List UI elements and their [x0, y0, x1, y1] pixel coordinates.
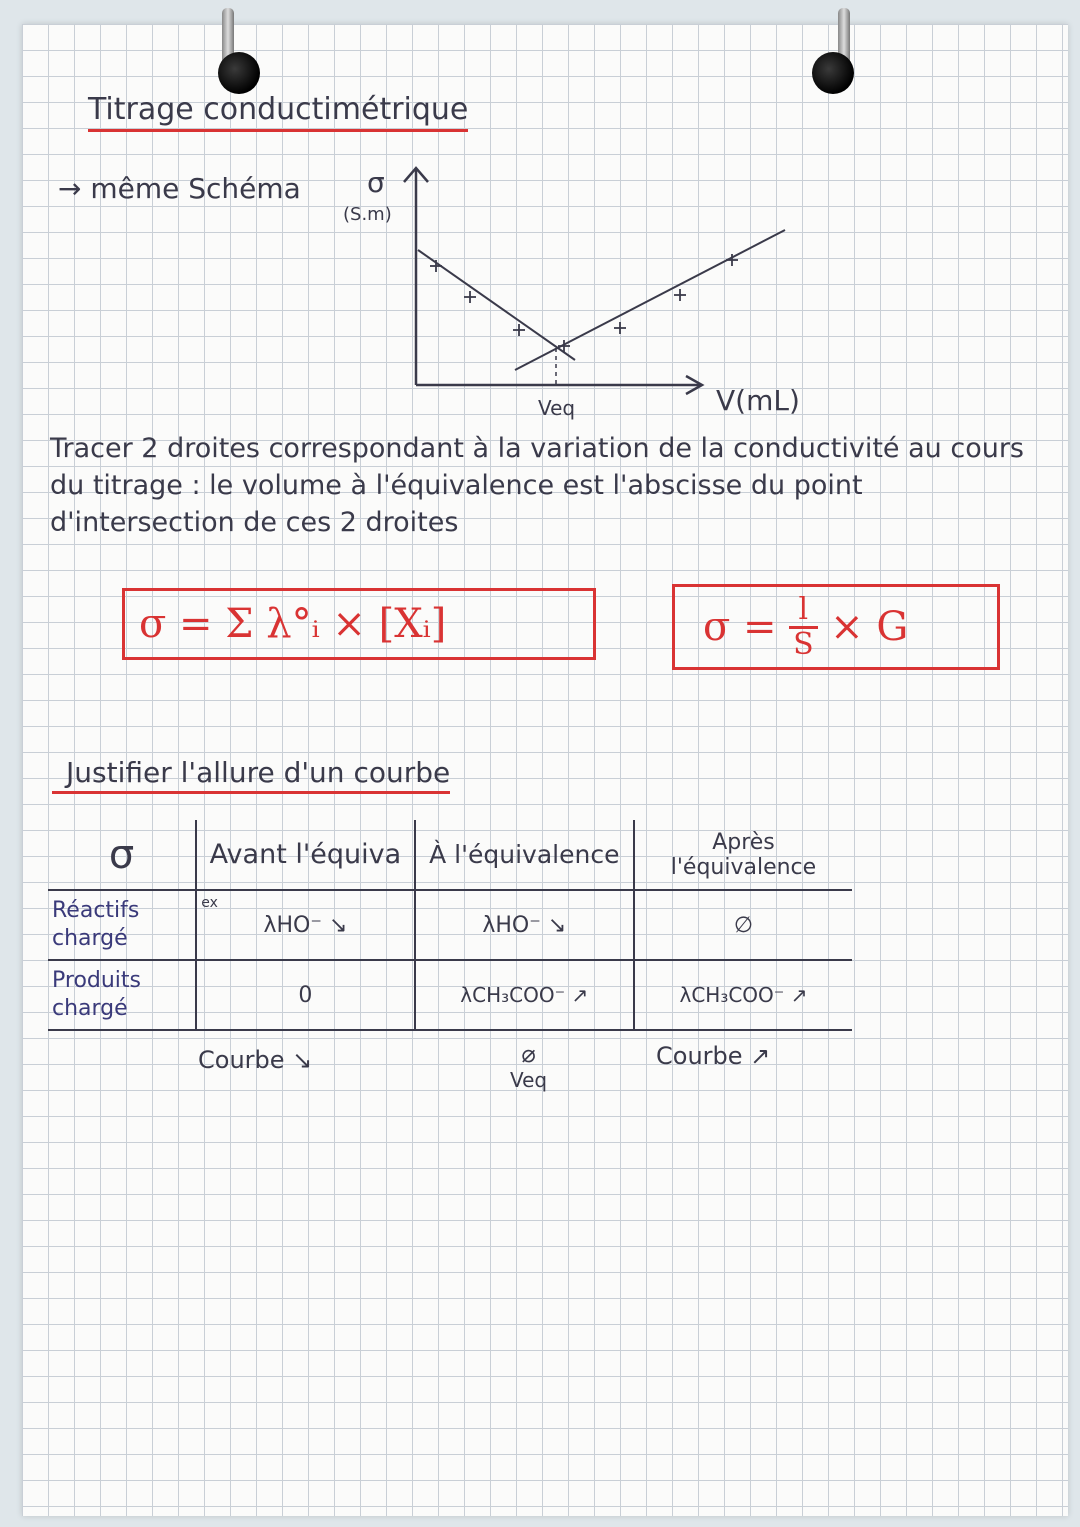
binder-ring-left: [218, 52, 260, 94]
graph-eq-label: Veq: [538, 396, 576, 420]
table-row-label-reactifs: Réactifs chargé: [48, 890, 196, 960]
table-corner: σ: [48, 820, 196, 890]
graph-x-label: V(mL): [716, 384, 800, 417]
formula2-numerator: l: [789, 594, 819, 629]
footer-curve-before: Courbe ↘: [198, 1046, 313, 1074]
formula-conductivity-cell: [672, 584, 1000, 670]
method-paragraph: Tracer 2 droites correspondant à la variation de la conductivité au cours du titrage : le volume à l'équivalence est l'abscisse du point d'intersection de ces 2 droites: [50, 433, 1024, 538]
table-cell-reactifs-at: λHO⁻ ↘: [415, 890, 634, 960]
conductivity-table: [48, 820, 852, 1031]
table-cell-note: ex: [201, 895, 218, 911]
table-cell-produits-after: λCH₃COO⁻ ↗: [634, 960, 852, 1030]
formula-conductivity-sum-text: σ = Σ λ°ᵢ × [Xᵢ]: [139, 601, 447, 647]
table-cell-produits-before: 0: [196, 960, 414, 1030]
graph-y-label: σ: [367, 166, 385, 199]
table-row-label-produits: Produits chargé: [48, 960, 196, 1030]
footer-veq-label: Veq: [510, 1068, 548, 1092]
graph-y-unit: (S.m): [343, 204, 392, 225]
footer-veq: [510, 1040, 547, 1092]
page-title: Titrage conductimétrique: [88, 92, 468, 132]
table-header-at: À l'équivalence: [415, 820, 634, 890]
formula2-right: × G: [830, 604, 909, 650]
table-header-before: Avant l'équiva: [196, 820, 414, 890]
intro-text: → même Schéma: [58, 172, 301, 205]
formula-conductivity-sum: [122, 588, 596, 660]
formula2-left: σ =: [703, 604, 777, 650]
formula2-denominator: S: [793, 626, 814, 662]
binder-ring-right: [812, 52, 854, 94]
table-cell-reactifs-before-text: λHO⁻ ↘: [263, 912, 348, 938]
section-justify-heading: Justifier l'allure d'un courbe: [52, 756, 450, 794]
footer-veq-symbol: ⌀: [521, 1040, 536, 1068]
footer-curve-after: Courbe ↗: [656, 1042, 771, 1070]
table-cell-reactifs-before: [196, 890, 414, 960]
formula2-fraction: [789, 591, 819, 662]
table-cell-produits-at: λCH₃COO⁻ ↗: [415, 960, 634, 1030]
table-cell-reactifs-after: ∅: [634, 890, 852, 960]
table-header-after: Après l'équivalence: [634, 820, 852, 890]
